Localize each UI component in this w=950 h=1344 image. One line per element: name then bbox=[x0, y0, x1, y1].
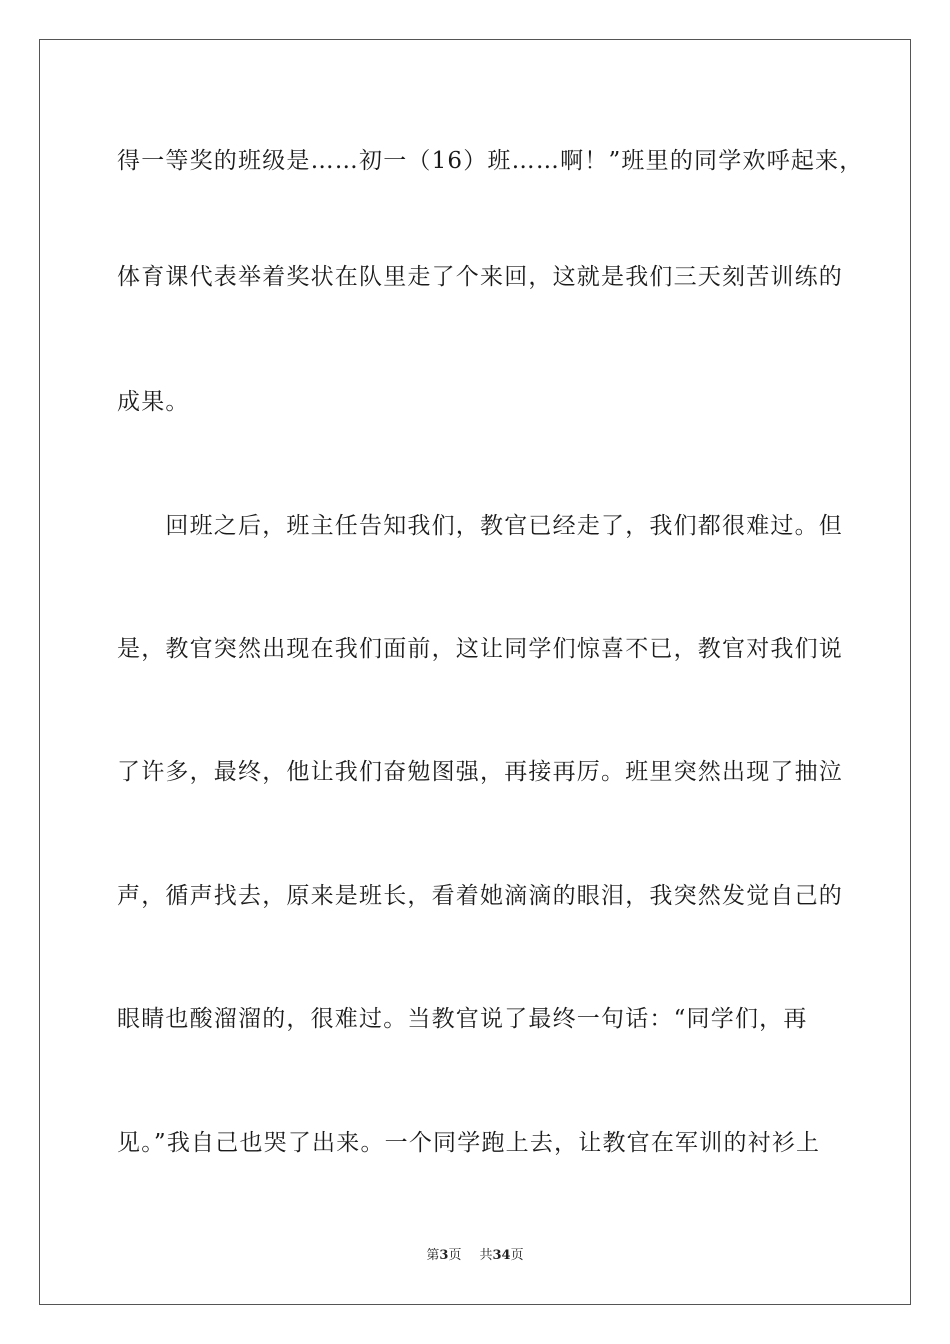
text-line-9: 见。”我自己也哭了出来。一个同学跑上去，让教官在军训的衬衫上 bbox=[117, 1130, 821, 1156]
text-line-1: 得一等奖的班级是……初一（16）班……啊！”班里的同学欢呼起来， bbox=[117, 148, 864, 174]
text-line-7: 声，循声找去，原来是班长，看着她滴滴的眼泪，我突然发觉自己的 bbox=[117, 883, 843, 909]
total-pages: 34 bbox=[492, 1248, 511, 1263]
page-prefix: 第 bbox=[426, 1248, 440, 1263]
page-footer bbox=[0, 1247, 950, 1265]
page-suffix: 页 bbox=[448, 1248, 462, 1263]
page-border bbox=[39, 39, 911, 1305]
text-line-4: 回班之后，班主任告知我们，教官已经走了，我们都很难过。但 bbox=[117, 513, 843, 539]
text-line-6: 了许多，最终，他让我们奋勉图强，再接再厉。班里突然出现了抽泣 bbox=[117, 759, 843, 785]
text-line-3: 成果。 bbox=[117, 389, 190, 415]
total-suffix: 页 bbox=[510, 1248, 524, 1263]
text-line-2: 体育课代表举着奖状在队里走了个来回，这就是我们三天刻苦训练的 bbox=[117, 264, 843, 290]
text-line-5: 是，教官突然出现在我们面前，这让同学们惊喜不已，教官对我们说 bbox=[117, 636, 843, 662]
page-number: 3 bbox=[439, 1248, 449, 1263]
text-line-8: 眼睛也酸溜溜的，很难过。当教官说了最终一句话：“同学们，再 bbox=[117, 1006, 808, 1032]
total-prefix: 共 bbox=[479, 1248, 493, 1263]
